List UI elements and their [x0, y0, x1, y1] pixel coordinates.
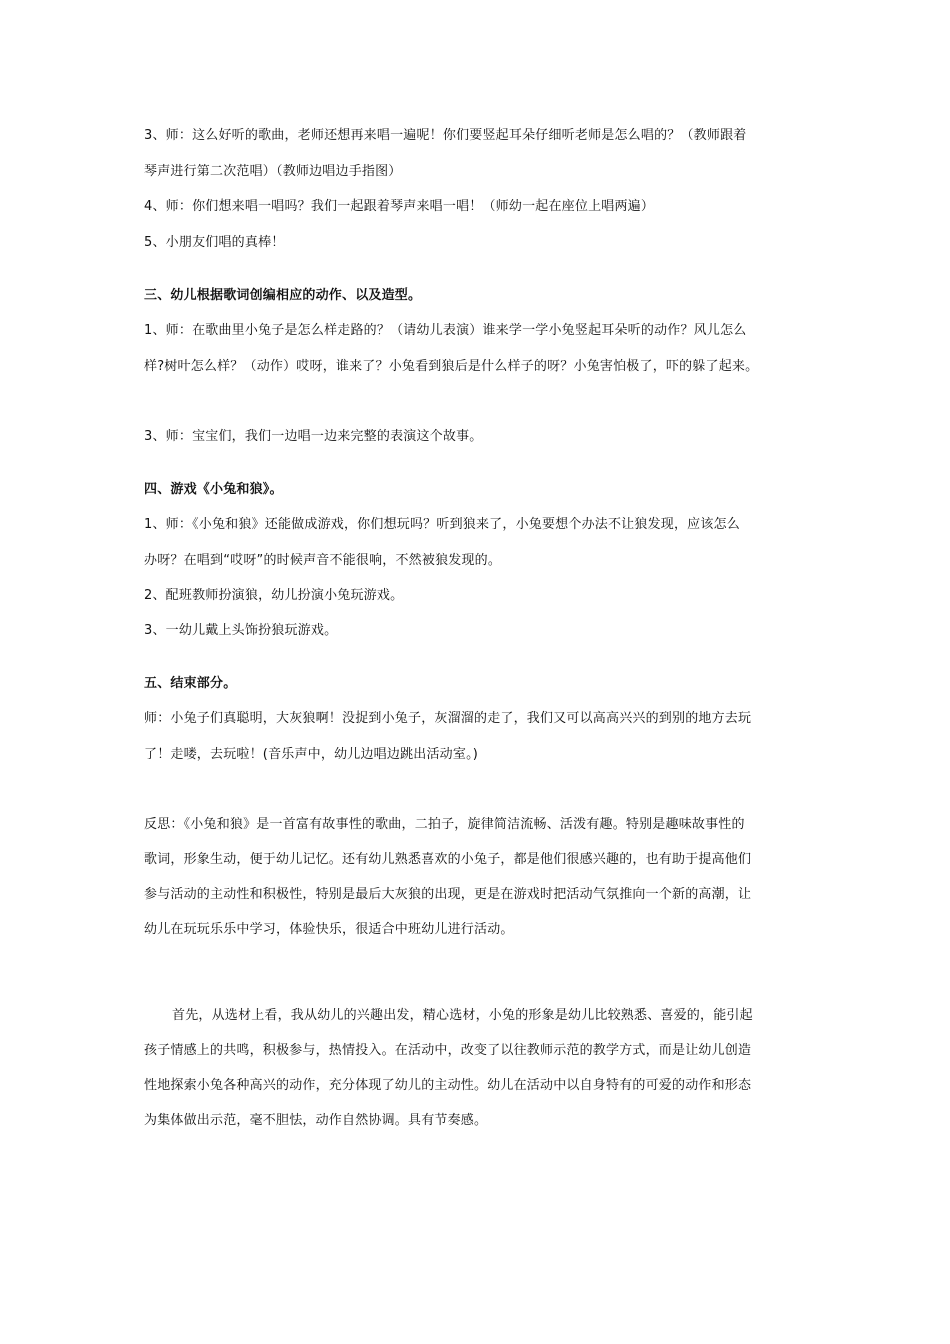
section-heading: 三、幼儿根据歌词创编相应的动作、以及造型。: [144, 288, 422, 303]
paragraph-line: 了！走喽，去玩啦！(音乐声中，幼儿边唱边跳出活动室。): [144, 747, 479, 762]
paragraph-line: 幼儿在玩玩乐乐中学习，体验快乐，很适合中班幼儿进行活动。: [144, 922, 514, 937]
paragraph-line: 为集体做出示范，毫不胆怯，动作自然协调。具有节奏感。: [144, 1113, 488, 1128]
paragraph-line: 首先，从选材上看，我从幼儿的兴趣出发，精心选材，小兔的形象是幼儿比较熟悉、喜爱的，能引起: [172, 1008, 753, 1023]
paragraph-line: 样?树叶怎么样？（动作）哎呀，谁来了？小兔看到狼后是什么样子的呀？小兔害怕极了，吓的躲了起来。: [144, 359, 759, 374]
paragraph-line: 4、师：你们想来唱一唱吗？我们一起跟着琴声来唱一唱！（师幼一起在座位上唱两遍）: [144, 199, 655, 214]
paragraph-line: 1、师：在歌曲里小兔子是怎么样走路的？（请幼儿表演）谁来学一学小兔竖起耳朵听的动作？风儿怎么: [144, 323, 747, 338]
paragraph-line: 2、配班教师扮演狼，幼儿扮演小兔玩游戏。: [144, 588, 404, 603]
paragraph-line: 5、小朋友们唱的真棒！: [144, 235, 285, 250]
paragraph-line: 3、师：宝宝们，我们一边唱一边来完整的表演这个故事。: [144, 429, 483, 444]
paragraph-line: 1、师：《小兔和狼》还能做成游戏，你们想玩吗？听到狼来了，小兔要想个办法不让狼发现，应该怎么: [144, 517, 740, 532]
paragraph-line: 参与活动的主动性和积极性，特别是最后大灰狼的出现，更是在游戏时把活动气氛推向一个新的高潮，让: [144, 887, 752, 902]
paragraph-line: 琴声进行第二次范唱）（教师边唱边手指图）: [144, 164, 402, 179]
paragraph-line: 孩子情感上的共鸣，积极参与，热情投入。在活动中，改变了以往教师示范的教学方式，而是让幼儿创造: [144, 1043, 752, 1058]
section-heading: 五、结束部分。: [144, 676, 237, 691]
paragraph-line: 3、师：这么好听的歌曲，老师还想再来唱一遍呢！你们要竖起耳朵仔细听老师是怎么唱的？（教师跟着: [144, 128, 747, 143]
section-heading: 四、游戏《小兔和狼》。: [144, 482, 283, 497]
paragraph-line: 办呀？在唱到“哎呀”的时候声音不能很响，不然被狼发现的。: [144, 553, 502, 568]
paragraph-line: 歌词，形象生动，便于幼儿记忆。还有幼儿熟悉喜欢的小兔子，都是他们很感兴趣的，也有助于提高他们: [144, 852, 752, 867]
paragraph-line: 师：小兔子们真聪明，大灰狼啊！没捉到小兔子，灰溜溜的走了，我们又可以高高兴兴的到别的地方去玩: [144, 711, 752, 726]
paragraph-line: 性地探索小兔各种高兴的动作，充分体现了幼儿的主动性。幼儿在活动中以自身特有的可爱的动作和形态: [144, 1078, 752, 1093]
paragraph-line: 反思：《小兔和狼》是一首富有故事性的歌曲，二拍子，旋律简洁流畅、活泼有趣。特别是趣味故事性的: [144, 817, 745, 832]
paragraph-line: 3、一幼儿戴上头饰扮狼玩游戏。: [144, 623, 338, 638]
